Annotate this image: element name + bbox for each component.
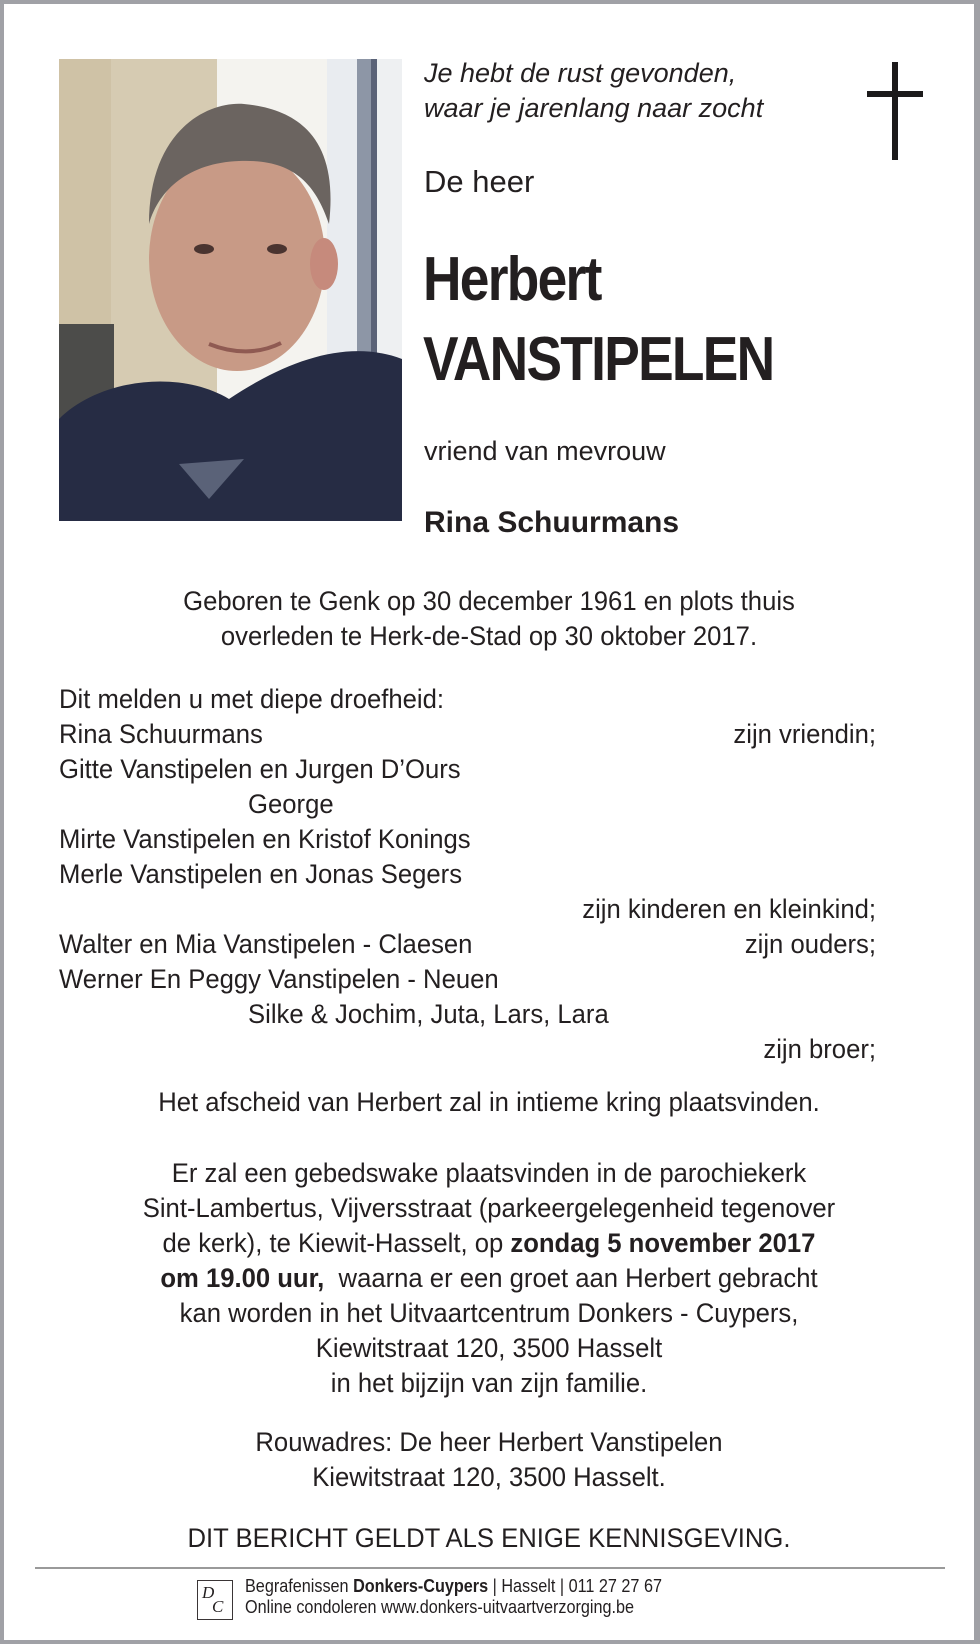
website-link[interactable]: www.donkers-uitvaartverzorging.be [380, 1597, 635, 1617]
death-notice [4, 4, 974, 1640]
deceased-name [423, 240, 773, 400]
family-member: Silke & Jochim, Juta, Lars, Lara [248, 999, 609, 1029]
service-line [28, 1261, 950, 1296]
latin-cross-icon [867, 62, 923, 160]
family-intro [59, 682, 876, 717]
family-member: Rina Schuurmans [59, 719, 263, 749]
closing-statement: DIT BERICHT GELDT ALS ENIGE KENNISGEVING. [187, 1523, 791, 1553]
phone-number: 011 27 27 67 [568, 1576, 662, 1596]
service-line: Kiewitstraat 120, 3500 Hasselt [315, 1333, 663, 1363]
service-line: kan worden in het Uitvaartcentrum Donkers - Cuypers, [179, 1298, 799, 1328]
birth-death-info [28, 584, 950, 654]
family-member: Mirte Vanstipelen en Kristof Konings [59, 824, 471, 854]
family-member: Gitte Vanstipelen en Jurgen D’Ours [59, 754, 461, 784]
mourning-address [28, 1425, 950, 1495]
footer-line-online [245, 1597, 662, 1618]
service-date: zondag 5 november 2017 [510, 1228, 816, 1258]
footer-line-company [245, 1576, 662, 1597]
service-line: in het bijzijn van zijn familie. [330, 1368, 648, 1398]
family-member: Merle Vanstipelen en Jonas Segers [59, 859, 463, 889]
family-row [59, 962, 876, 997]
family-row [59, 717, 876, 752]
service-text: waarna er een groet aan Herbert gebracht [324, 1263, 818, 1293]
family-row [59, 787, 876, 822]
intro-text: Dit melden u met diepe droefheid: [59, 684, 444, 714]
address-line: Rouwadres: De heer Herbert Vanstipelen [255, 1427, 723, 1457]
relation-label: vriend van mevrouw [424, 436, 666, 466]
verse-line: Je hebt de rust gevonden, [424, 58, 737, 88]
death-line: overleden te Herk-de-Stad op 30 oktober 2017. [220, 621, 758, 651]
family-member: George [248, 789, 334, 819]
birth-line: Geboren te Genk op 30 december 1961 en plots thuis [183, 586, 795, 616]
service-line [28, 1226, 950, 1261]
partner-name: Rina Schuurmans [424, 506, 680, 539]
family-row [59, 1032, 876, 1067]
family-relation: zijn broer; [763, 1034, 876, 1064]
family-row [59, 997, 876, 1032]
first-name: Herbert [423, 245, 601, 314]
service-info [28, 1156, 950, 1401]
service-line: Er zal een gebedswake plaatsvinden in de parochiekerk [171, 1158, 807, 1188]
service-line: Sint-Lambertus, Vijversstraat (parkeergelegenheid tegenover [142, 1193, 836, 1223]
memorial-verse [424, 56, 763, 126]
family-row [59, 927, 876, 962]
footer-divider [35, 1567, 945, 1569]
family-relation: zijn vriendin; [733, 719, 876, 749]
family-list [59, 682, 876, 1067]
verse-line: waar je jarenlang naar zocht [424, 93, 764, 123]
portrait-photo [59, 59, 402, 521]
service-text: de kerk), te Kiewit-Hasselt, op [162, 1228, 511, 1258]
family-relation: zijn kinderen en kleinkind; [582, 894, 876, 924]
family-row [59, 752, 876, 787]
family-member: Werner En Peggy Vanstipelen - Neuen [59, 964, 499, 994]
family-row [59, 857, 876, 892]
city: Hasselt [501, 1576, 556, 1596]
family-row [59, 822, 876, 857]
online-label: Online condoleren [245, 1597, 381, 1617]
company-name: Donkers-Cuypers [353, 1576, 489, 1596]
footer-text [245, 1576, 662, 1618]
family-member: Walter en Mia Vanstipelen - Claesen [59, 929, 473, 959]
separator: | [555, 1576, 569, 1596]
honorific: De heer [424, 164, 535, 199]
last-name: VANSTIPELEN [423, 325, 774, 394]
funeral-home-logo-icon: D C [197, 1580, 233, 1620]
family-relation: zijn ouders; [744, 929, 876, 959]
farewell-text: Het afscheid van Herbert zal in intieme kring plaatsvinden. [158, 1087, 820, 1117]
separator: | [488, 1576, 502, 1596]
footer-prefix: Begrafenissen [245, 1576, 354, 1596]
service-time: om 19.00 uur, [160, 1263, 325, 1293]
address-line: Kiewitstraat 120, 3500 Hasselt. [312, 1462, 666, 1492]
family-row [59, 892, 876, 927]
